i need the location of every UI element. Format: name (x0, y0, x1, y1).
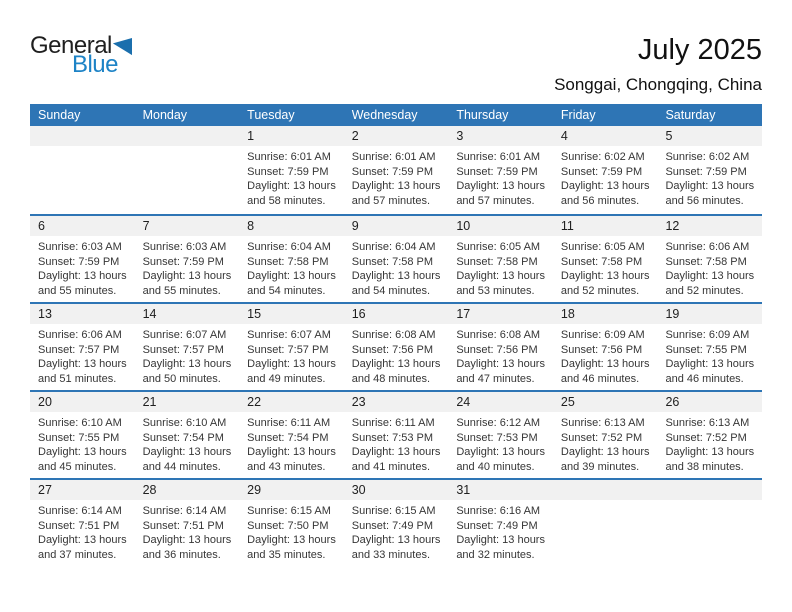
info-line: Sunset: 7:58 PM (351, 255, 434, 268)
info-line: Sunset: 7:59 PM (247, 165, 329, 178)
info-line: Daylight: 13 hours (247, 446, 336, 459)
info-line: Sunset: 7:56 PM (560, 343, 643, 356)
calendar (30, 104, 762, 566)
logo-text-blue: Blue (71, 51, 118, 78)
day-cell-1 (239, 126, 344, 214)
info-line: and 57 minutes. (456, 194, 535, 207)
info-line: Sunset: 7:59 PM (351, 165, 434, 178)
info-line: Daylight: 13 hours (560, 446, 650, 459)
day-cell-14 (135, 304, 240, 390)
day-number: 11 (560, 219, 574, 233)
day-number-band (448, 216, 553, 236)
info-line: Sunrise: 6:08 AM (351, 329, 436, 341)
info-line: and 43 minutes. (247, 460, 326, 473)
day-number-band (448, 392, 553, 412)
day-cell-25 (553, 392, 658, 478)
info-line: Daylight: 13 hours (665, 358, 755, 371)
info-line: Sunset: 7:49 PM (456, 519, 538, 532)
day-number-band (657, 304, 762, 324)
day-number-band (239, 480, 344, 500)
info-line: Sunrise: 6:05 AM (560, 241, 645, 253)
day-cell-18 (553, 304, 658, 390)
general-blue-logo (30, 34, 132, 76)
day-cell-9 (344, 216, 449, 302)
day-number-band (553, 480, 658, 500)
info-line: and 58 minutes. (247, 194, 326, 207)
day-number: 19 (665, 307, 680, 321)
info-line: Daylight: 13 hours (456, 270, 545, 283)
info-line: Sunrise: 6:10 AM (38, 417, 122, 429)
day-number-band (30, 126, 135, 146)
info-line: Sunrise: 6:15 AM (247, 505, 331, 517)
day-number: 29 (247, 483, 262, 497)
info-line: and 52 minutes. (665, 284, 744, 297)
info-line: Sunset: 7:59 PM (38, 255, 120, 268)
day-info (239, 146, 344, 208)
info-line: Sunrise: 6:10 AM (142, 417, 227, 429)
info-line: Sunset: 7:59 PM (142, 255, 224, 268)
day-cell-20 (30, 392, 135, 478)
info-line: Sunrise: 6:16 AM (456, 505, 541, 517)
day-info (553, 324, 658, 386)
info-line: Sunset: 7:58 PM (560, 255, 643, 268)
day-cell-3 (448, 126, 553, 214)
info-line: Sunset: 7:57 PM (142, 343, 224, 356)
info-line: Daylight: 13 hours (351, 180, 441, 193)
day-number: 20 (38, 395, 52, 409)
day-number: 30 (351, 483, 366, 497)
day-cell-11 (553, 216, 658, 302)
info-line: Daylight: 13 hours (351, 446, 441, 459)
day-number-band (135, 480, 240, 500)
info-line: Sunrise: 6:06 AM (38, 329, 122, 341)
info-line: Daylight: 13 hours (351, 358, 441, 371)
week-row (30, 214, 762, 302)
day-cell-27 (30, 480, 135, 566)
weekday-header-tuesday: Tuesday (247, 108, 295, 122)
day-info (239, 324, 344, 386)
day-cell-21 (135, 392, 240, 478)
info-line: and 57 minutes. (351, 194, 431, 207)
day-info (135, 236, 240, 298)
info-line: Daylight: 13 hours (456, 358, 545, 371)
info-line: Sunset: 7:57 PM (38, 343, 120, 356)
info-line: Sunset: 7:54 PM (142, 431, 224, 444)
day-info (239, 500, 344, 562)
day-cell-30 (344, 480, 449, 566)
day-number: 22 (247, 395, 262, 409)
info-line: and 55 minutes. (142, 284, 221, 297)
day-number-band (135, 304, 240, 324)
day-info (448, 146, 553, 208)
day-number-band (135, 392, 240, 412)
info-line: Daylight: 13 hours (456, 446, 545, 459)
day-number: 6 (38, 219, 45, 233)
info-line: Sunset: 7:52 PM (560, 431, 643, 444)
info-line: Sunrise: 6:03 AM (142, 241, 227, 253)
day-info (344, 236, 449, 298)
info-line: and 47 minutes. (456, 372, 535, 385)
day-number-band (657, 480, 762, 500)
info-line: Daylight: 13 hours (247, 270, 336, 283)
weekday-header-thursday: Thursday (456, 108, 509, 122)
info-line: Sunset: 7:57 PM (247, 343, 329, 356)
day-cell-17 (448, 304, 553, 390)
day-cell-15 (239, 304, 344, 390)
day-info (344, 324, 449, 386)
day-cell-6 (30, 216, 135, 302)
day-cell-26 (657, 392, 762, 478)
day-number-band (448, 126, 553, 146)
day-number-band (657, 216, 762, 236)
page-subtitle: Songgai, Chongqing, China (554, 75, 762, 94)
day-cell-19 (657, 304, 762, 390)
info-line: Sunrise: 6:14 AM (142, 505, 227, 517)
info-line: Daylight: 13 hours (351, 534, 441, 547)
day-cell-28 (135, 480, 240, 566)
info-line: Sunset: 7:58 PM (665, 255, 747, 268)
day-info (30, 236, 135, 298)
weekday-header-friday: Friday (560, 108, 596, 122)
day-cell-empty (30, 126, 135, 214)
week-row (30, 478, 762, 566)
day-info (553, 412, 658, 474)
info-line: Sunrise: 6:13 AM (560, 417, 645, 429)
day-info (448, 500, 553, 562)
info-line: Sunrise: 6:07 AM (247, 329, 331, 341)
page-title: July 2025 (637, 34, 762, 66)
day-number-band (553, 392, 658, 412)
info-line: Daylight: 13 hours (142, 358, 232, 371)
info-line: Sunset: 7:52 PM (665, 431, 747, 444)
day-number: 25 (560, 395, 575, 409)
day-info (448, 412, 553, 474)
info-line: and 37 minutes. (38, 548, 117, 561)
day-cell-13 (30, 304, 135, 390)
day-info (344, 500, 449, 562)
info-line: Daylight: 13 hours (560, 270, 650, 283)
info-line: Sunrise: 6:01 AM (456, 151, 541, 163)
info-line: and 48 minutes. (351, 372, 431, 385)
weekday-header-monday: Monday (142, 108, 188, 122)
day-info (553, 146, 658, 208)
week-row (30, 126, 762, 214)
day-number: 8 (247, 219, 255, 233)
day-number-band (553, 216, 658, 236)
day-number-band (239, 392, 344, 412)
day-number-band (135, 126, 240, 146)
day-info (448, 324, 553, 386)
info-line: Daylight: 13 hours (247, 180, 336, 193)
day-number-band (448, 480, 553, 500)
info-line: and 49 minutes. (247, 372, 326, 385)
info-line: and 40 minutes. (456, 460, 535, 473)
day-info (657, 236, 762, 298)
day-cell-4 (553, 126, 658, 214)
day-number: 4 (560, 129, 568, 143)
info-line: Daylight: 13 hours (142, 534, 232, 547)
weekday-header-wednesday: Wednesday (351, 108, 418, 122)
info-line: Daylight: 13 hours (456, 180, 545, 193)
day-cell-24 (448, 392, 553, 478)
info-line: Sunset: 7:59 PM (456, 165, 538, 178)
day-cell-8 (239, 216, 344, 302)
info-line: and 32 minutes. (456, 548, 535, 561)
info-line: and 46 minutes. (665, 372, 744, 385)
info-line: Sunrise: 6:03 AM (38, 241, 122, 253)
info-line: Sunrise: 6:09 AM (560, 329, 645, 341)
info-line: and 41 minutes. (351, 460, 431, 473)
day-cell-empty (657, 480, 762, 566)
day-info (135, 500, 240, 562)
info-line: Daylight: 13 hours (142, 270, 232, 283)
day-number: 9 (351, 219, 359, 233)
weekday-header-sunday: Sunday (38, 108, 81, 122)
info-line: Sunrise: 6:04 AM (247, 241, 331, 253)
info-line: Daylight: 13 hours (247, 358, 336, 371)
day-number: 13 (38, 307, 52, 321)
info-line: Sunrise: 6:07 AM (142, 329, 227, 341)
day-cell-16 (344, 304, 449, 390)
info-line: Sunrise: 6:11 AM (247, 417, 331, 429)
day-number-band (553, 304, 658, 324)
info-line: Daylight: 13 hours (38, 534, 127, 547)
day-info (553, 236, 658, 298)
info-line: Sunset: 7:50 PM (247, 519, 329, 532)
info-line: and 56 minutes. (665, 194, 744, 207)
info-line: Daylight: 13 hours (247, 534, 336, 547)
day-info (657, 146, 762, 208)
info-line: Sunset: 7:49 PM (351, 519, 434, 532)
day-info (239, 236, 344, 298)
info-line: Sunrise: 6:05 AM (456, 241, 541, 253)
day-number-band (30, 216, 135, 236)
info-line: Sunrise: 6:09 AM (665, 329, 750, 341)
info-line: and 45 minutes. (38, 460, 117, 473)
info-line: and 54 minutes. (247, 284, 326, 297)
info-line: and 55 minutes. (38, 284, 117, 297)
day-number: 21 (142, 395, 157, 409)
info-line: and 36 minutes. (142, 548, 221, 561)
info-line: Sunset: 7:51 PM (38, 519, 120, 532)
day-number-band (657, 392, 762, 412)
info-line: Sunrise: 6:15 AM (351, 505, 436, 517)
day-number-band (344, 126, 449, 146)
info-line: Sunset: 7:55 PM (665, 343, 747, 356)
info-line: and 38 minutes. (665, 460, 744, 473)
week-row (30, 390, 762, 478)
info-line: Daylight: 13 hours (142, 446, 232, 459)
day-number: 2 (351, 129, 359, 143)
day-number: 27 (38, 483, 52, 497)
title-block (554, 34, 762, 95)
day-info (135, 324, 240, 386)
day-number-band (30, 480, 135, 500)
day-info (30, 500, 135, 562)
day-number-band (344, 216, 449, 236)
day-number: 24 (456, 395, 471, 409)
weekday-header-saturday: Saturday (665, 108, 716, 122)
day-number-band (344, 392, 449, 412)
info-line: Daylight: 13 hours (560, 358, 650, 371)
day-info (657, 412, 762, 474)
info-line: Daylight: 13 hours (456, 534, 545, 547)
info-line: Sunset: 7:59 PM (665, 165, 747, 178)
day-cell-10 (448, 216, 553, 302)
day-cell-23 (344, 392, 449, 478)
logo-text-general: General (30, 32, 112, 59)
info-line: Daylight: 13 hours (560, 180, 650, 193)
day-number: 12 (665, 219, 680, 233)
day-number: 26 (665, 395, 680, 409)
info-line: Sunset: 7:59 PM (560, 165, 643, 178)
info-line: and 33 minutes. (351, 548, 431, 561)
info-line: Sunrise: 6:13 AM (665, 417, 750, 429)
info-line: Daylight: 13 hours (665, 180, 755, 193)
info-line: and 52 minutes. (560, 284, 640, 297)
info-line: Daylight: 13 hours (665, 446, 755, 459)
day-info (657, 324, 762, 386)
info-line: Sunset: 7:54 PM (247, 431, 329, 444)
info-line: Sunset: 7:55 PM (38, 431, 120, 444)
day-number: 14 (142, 307, 157, 321)
day-info (30, 412, 135, 474)
info-line: Sunset: 7:58 PM (456, 255, 538, 268)
calendar-weeks (30, 126, 762, 566)
day-number-band (344, 480, 449, 500)
day-number: 15 (247, 307, 262, 321)
day-number-band (239, 126, 344, 146)
day-number: 28 (142, 483, 157, 497)
day-number-band (135, 216, 240, 236)
info-line: Sunrise: 6:06 AM (665, 241, 750, 253)
info-line: and 44 minutes. (142, 460, 221, 473)
day-info (135, 412, 240, 474)
day-number: 7 (142, 219, 150, 233)
day-number-band (448, 304, 553, 324)
day-number-band (553, 126, 658, 146)
day-number: 5 (665, 129, 673, 143)
day-number: 18 (560, 307, 575, 321)
day-number: 3 (456, 129, 464, 143)
info-line: Sunset: 7:53 PM (456, 431, 538, 444)
info-line: and 51 minutes. (38, 372, 117, 385)
day-cell-empty (135, 126, 240, 214)
day-cell-31 (448, 480, 553, 566)
info-line: Sunset: 7:58 PM (247, 255, 329, 268)
day-info (239, 412, 344, 474)
info-line: Sunrise: 6:04 AM (351, 241, 436, 253)
info-line: and 53 minutes. (456, 284, 535, 297)
info-line: Sunrise: 6:14 AM (38, 505, 122, 517)
day-cell-22 (239, 392, 344, 478)
day-number-band (344, 304, 449, 324)
day-cell-7 (135, 216, 240, 302)
day-number: 10 (456, 219, 471, 233)
info-line: Sunrise: 6:01 AM (247, 151, 331, 163)
day-number: 31 (456, 483, 471, 497)
info-line: Sunset: 7:56 PM (456, 343, 538, 356)
weekday-header-row (30, 104, 762, 126)
day-number: 17 (456, 307, 471, 321)
info-line: and 56 minutes. (560, 194, 640, 207)
day-cell-5 (657, 126, 762, 214)
info-line: Daylight: 13 hours (38, 270, 127, 283)
info-line: Sunrise: 6:11 AM (351, 417, 435, 429)
day-number: 1 (247, 129, 255, 143)
day-info (448, 236, 553, 298)
info-line: and 54 minutes. (351, 284, 431, 297)
day-number-band (239, 304, 344, 324)
info-line: Daylight: 13 hours (38, 446, 127, 459)
day-cell-29 (239, 480, 344, 566)
info-line: Sunrise: 6:02 AM (665, 151, 750, 163)
info-line: Sunrise: 6:12 AM (456, 417, 541, 429)
day-cell-2 (344, 126, 449, 214)
info-line: and 50 minutes. (142, 372, 221, 385)
info-line: Sunset: 7:53 PM (351, 431, 434, 444)
day-number: 23 (351, 395, 366, 409)
info-line: Daylight: 13 hours (38, 358, 127, 371)
info-line: Sunset: 7:51 PM (142, 519, 224, 532)
info-line: Sunset: 7:56 PM (351, 343, 434, 356)
info-line: and 35 minutes. (247, 548, 326, 561)
info-line: Daylight: 13 hours (665, 270, 755, 283)
info-line: Sunrise: 6:08 AM (456, 329, 541, 341)
day-info (30, 324, 135, 386)
day-number-band (239, 216, 344, 236)
day-number-band (30, 304, 135, 324)
info-line: Sunrise: 6:02 AM (560, 151, 645, 163)
info-line: Daylight: 13 hours (351, 270, 441, 283)
day-info (344, 146, 449, 208)
day-cell-empty (553, 480, 658, 566)
week-row (30, 302, 762, 390)
day-number: 16 (351, 307, 366, 321)
day-number-band (657, 126, 762, 146)
info-line: and 46 minutes. (560, 372, 640, 385)
info-line: and 39 minutes. (560, 460, 640, 473)
day-number-band (30, 392, 135, 412)
info-line: Sunrise: 6:01 AM (351, 151, 436, 163)
day-cell-12 (657, 216, 762, 302)
day-info (344, 412, 449, 474)
